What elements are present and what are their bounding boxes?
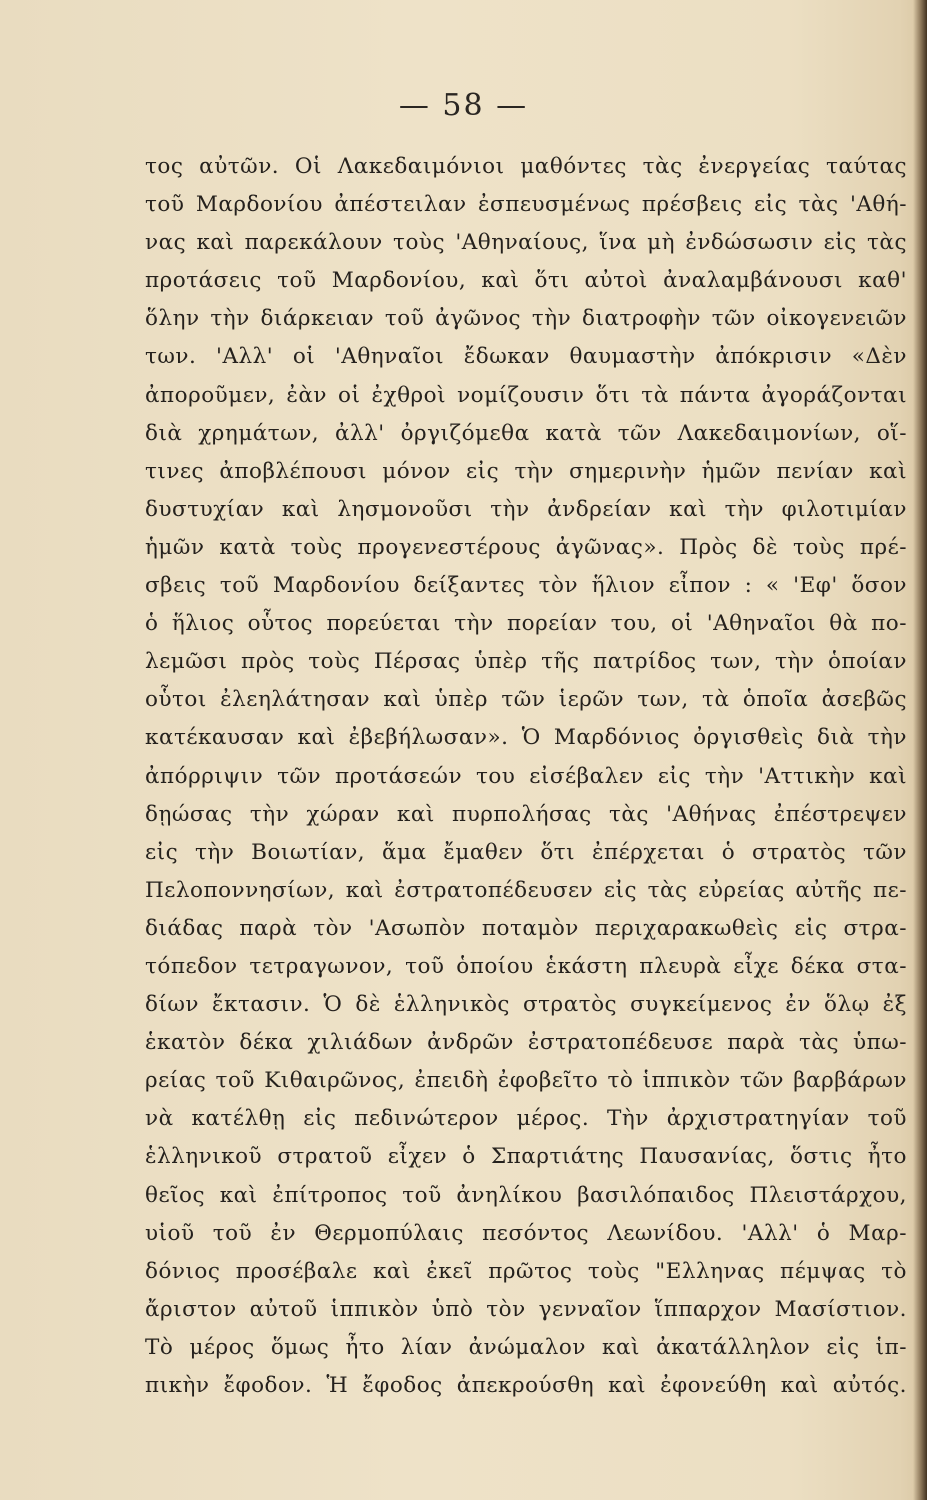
text-line: ρείας τοῦ Κιθαιρῶνος, ἐπειδὴ ἐφοβεῖτο τὸ ἱππικὸν τῶν βαρβάρων <box>145 1068 907 1094</box>
text-line: ἀπόρριψιν τῶν προτάσεών του εἰσέβαλεν εἰς τὴν 'Αττικὴν καὶ <box>145 763 907 789</box>
text-line: ἀποροῦμεν, ἐὰν οἱ ἐχθροὶ νομίζουσιν ὅτι τὰ πάντα ἀγοράζονται <box>145 382 907 408</box>
text-line: Πελοποννησίων, καὶ ἐστρατοπέδευσεν εἰς τὰς εὐρείας αὐτῆς πε- <box>145 877 907 903</box>
text-line: τόπεδον τετραγωνον, τοῦ ὁποίου ἑκάστη πλευρὰ εἶχε δέκα στα- <box>145 953 907 979</box>
text-line: ἑλληνικοῦ στρατοῦ εἶχεν ὁ Σπαρτιάτης Παυσανίας, ὅστις ἦτο <box>145 1144 907 1170</box>
text-line: λεμῶσι πρὸς τοὺς Πέρσας ὑπὲρ τῆς πατρίδος των, τὴν ὁποίαν <box>145 649 907 675</box>
text-line: τινες ἀποβλέπουσι μόνον εἰς τὴν σημερινὴν ἡμῶν πενίαν καὶ <box>145 458 907 484</box>
text-line: νας καὶ παρεκάλουν τοὺς 'Αθηναίους, ἵνα μὴ ἐνδώσωσιν εἰς τὰς <box>145 230 907 256</box>
text-line: οὗτοι ἐλεηλάτησαν καὶ ὑπὲρ τῶν ἱερῶν των, τὰ ὁποῖα ἀσεβῶς <box>145 687 907 713</box>
text-line: τοῦ Μαρδονίου ἀπέστειλαν ἐσπευσμένως πρέσβεις εἰς τὰς 'Αθή- <box>145 192 907 218</box>
text-line: διάδας παρὰ τὸν 'Ασωπὸν ποταμὸν περιχαρακωθεὶς εἰς στρα- <box>145 915 907 941</box>
text-line: δυστυχίαν καὶ λησμονοῦσι τὴν ἀνδρείαν καὶ τὴν φιλοτιμίαν <box>145 496 907 522</box>
text-line: θεῖος καὶ ἐπίτροπος τοῦ ἀνηλίκου βασιλόπαιδος Πλειστάρχου, <box>145 1182 907 1208</box>
text-line: δίων ἔκτασιν. Ὁ δὲ ἑλληνικὸς στρατὸς συγκείμενος ἐν ὅλῳ ἐξ <box>145 992 907 1018</box>
text-line: ἄριστον αὐτοῦ ἱππικὸν ὑπὸ τὸν γενναῖον ἵππαρχον Μασίστιον. <box>145 1296 907 1322</box>
text-line: Τὸ μέρος ὅμως ἦτο λίαν ἀνώμαλον καὶ ἀκατάλληλον εἰς ἱπ- <box>145 1334 907 1360</box>
text-line: τος αὐτῶν. Οἱ Λακεδαιμόνιοι μαθόντες τὰς ἐνεργείας ταύτας <box>145 154 907 179</box>
text-line: ἑκατὸν δέκα χιλιάδων ἀνδρῶν ἐστρατοπέδευσε παρὰ τὰς ὑπω- <box>145 1030 907 1056</box>
page-binding-edge <box>913 0 927 1500</box>
text-line: πικὴν ἔφοδον. Ἡ ἔφοδος ἀπεκρούσθη καὶ ἐφονεύθη καὶ αὐτός. <box>145 1373 907 1398</box>
text-line: προτάσεις τοῦ Μαρδονίου, καὶ ὅτι αὐτοὶ ἀναλαμβάνουσι καθ' <box>145 268 907 294</box>
text-line: υἱοῦ τοῦ ἐν Θερμοπύλαις πεσόντος Λεωνίδου. 'Αλλ' ὁ Μαρ- <box>145 1220 907 1246</box>
text-line: των. 'Αλλ' οἱ 'Αθηναῖοι ἔδωκαν θαυμαστὴν ἀπόκρισιν «Δὲν <box>145 344 907 370</box>
text-line: ὁ ἥλιος οὗτος πορεύεται τὴν πορείαν του, οἱ 'Αθηναῖοι θὰ πο- <box>145 611 907 637</box>
text-line: σβεις τοῦ Μαρδονίου δείξαντες τὸν ἥλιον εἶπον : « 'Εφ' ὅσον <box>145 573 907 599</box>
text-line: νὰ κατέλθῃ εἰς πεδινώτερον μέρος. Τὴν ἀρχιστρατηγίαν τοῦ <box>145 1106 907 1132</box>
text-line: ἡμῶν κατὰ τοὺς προγενεστέρους ἀγῶνας». Πρὸς δὲ τοὺς πρέ- <box>145 534 907 560</box>
page-number: — 58 — <box>398 88 529 123</box>
text-line: δῃώσας τὴν χώραν καὶ πυρπολήσας τὰς 'Αθήνας ἐπέστρεψεν <box>145 801 907 827</box>
text-line: κατέκαυσαν καὶ ἐβεβήλωσαν». Ὁ Μαρδόνιος ὀργισθεὶς διὰ τὴν <box>145 725 907 751</box>
text-line: δόνιος προσέβαλε καὶ ἐκεῖ πρῶτος τοὺς "Ελληνας πέμψας τὸ <box>145 1258 907 1284</box>
body-text <box>145 148 907 1405</box>
text-line: ὅλην τὴν διάρκειαν τοῦ ἀγῶνος τὴν διατροφὴν τῶν οἰκογενειῶν <box>145 306 907 332</box>
text-line: διὰ χρημάτων, ἀλλ' ὀργιζόμεθα κατὰ τῶν Λακεδαιμονίων, οἵ- <box>145 420 907 446</box>
text-line: εἰς τὴν Βοιωτίαν, ἅμα ἔμαθεν ὅτι ἐπέρχεται ὁ στρατὸς τῶν <box>145 839 907 865</box>
